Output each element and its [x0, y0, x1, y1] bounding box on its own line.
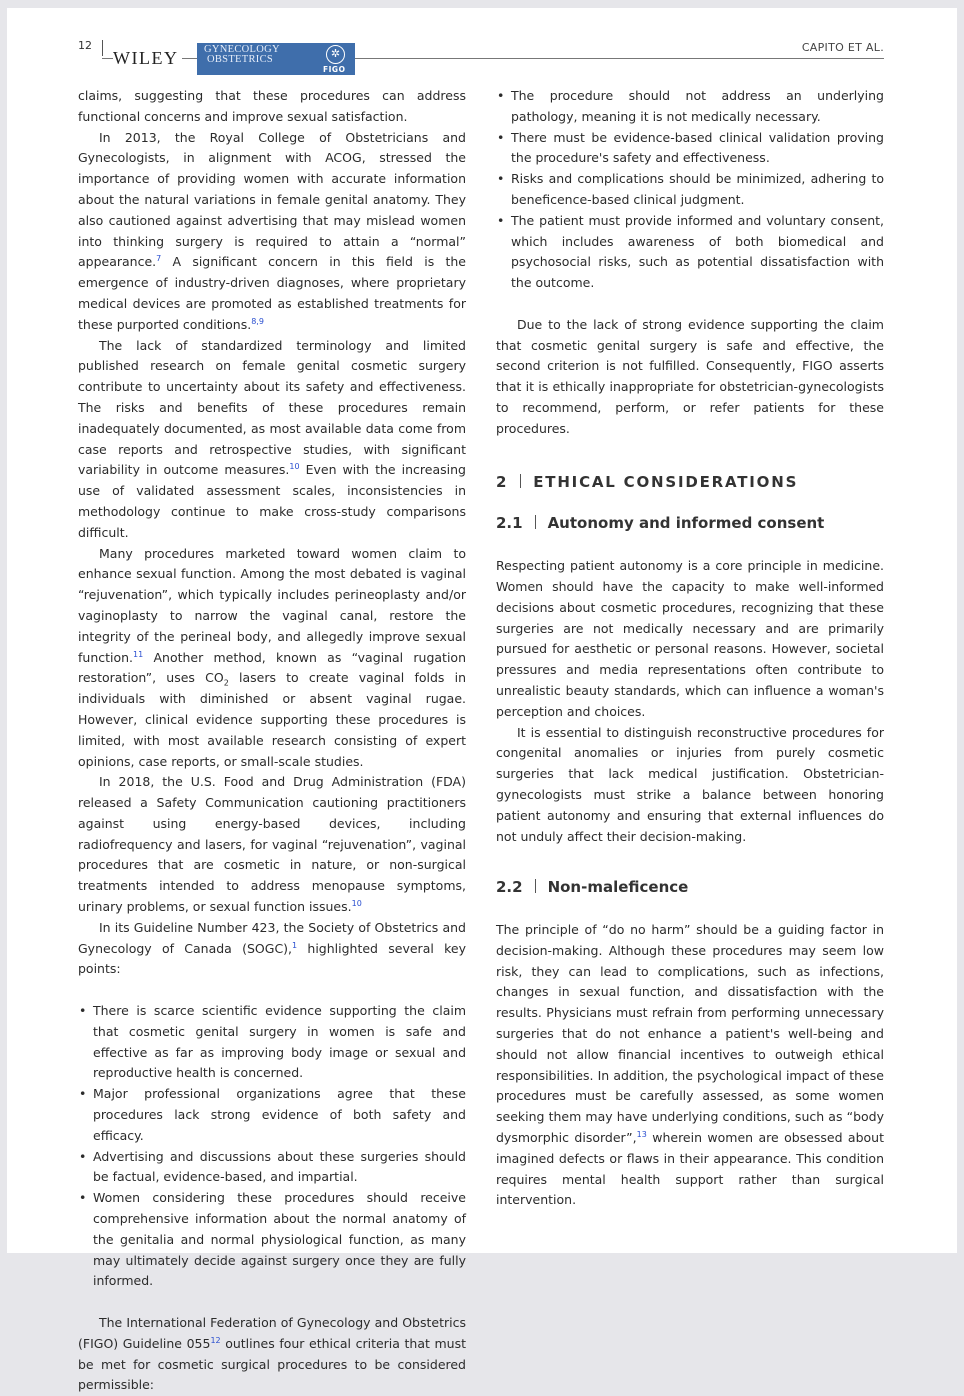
paragraph: Due to the lack of strong evidence supporting the claim that cosmetic genital surgery is safe and effective, the second criterion is not fulfilled. Consequently, FIGO asserts that it is ethically inappropriate for obstetrician-gynecologists to recommend, perform, or refer patients for these procedures. [496, 316, 884, 436]
right-column [496, 86, 884, 1211]
citation-link[interactable]: 10 [351, 898, 362, 908]
paragraph: The International Federation of Gynecology and Obstetrics (FIGO) Guideline $055^{12}$ outlines four ethical criteria that must be met for cosmetic surgical procedures to be considered permissible: [78, 1315, 466, 1393]
citation-link[interactable]: 10 [289, 462, 300, 472]
left-column [78, 86, 466, 1396]
paragraph: The lack of standardized terminology and limited published research on female genital cosmetic surgery contribute to uncertainty about its safety and effectiveness. The risks and benefits of these procedures remain inadequately documented, as most available data come from case reports and retrospective studies, with significant variability in outcome measures.$^{10}$ Even with the increasing use of validated assessment scales, inconsistencies in methodology continue to make cross-study comparisons difficult. [78, 337, 466, 540]
list-item: • There is scarce scientific evidence supporting the claim that cosmetic genital surgery in women is safe and effective as far as improving body image or sexual and reproductive health is concerned. [78, 1001, 466, 1084]
list-item: • There must be evidence-based clinical validation proving the procedure's safety and effectiveness. [496, 128, 884, 170]
paragraph: Many procedures marketed toward women claim to enhance sexual function. Among the most debated is vaginal “rejuvenation”, which typically includes perineoplasty and/or vaginoplasty to narrow the vaginal canal, restore the integrity of the perineal body, and allegedly improve sexual function.$^{11}$ Another method, known as “vaginal rugation restoration”, uses $CO_2$ lasers to create vaginal folds in individuals with diminished or absent vaginal rugae. However, clinical evidence supporting these procedures is limited, with most available research consisting of expert opinions, case reports, or small-scale studies. [78, 545, 466, 769]
subsection-heading: 2.2 Non-maleficence [496, 878, 689, 897]
list-item: • Major professional organizations agree that these procedures lack strong evidence of both safety and efficacy. [78, 1084, 466, 1146]
citation-link[interactable]: 7 [156, 254, 162, 264]
citation-link[interactable]: 12 [210, 1335, 221, 1345]
page-number: 12 [78, 39, 92, 52]
paragraph: In 2018, the U.S. Food and Drug Administration (FDA) released a Safety Communication cautioning practitioners against using energy-based devices, including radiofrequency and lasers, for vaginal “rejuvenation”, vaginal procedures that are cosmetic in nature, or non-surgical treatments intended to address menopause symptoms, urinary problems, or sexual function issues.$^{10}$ [78, 774, 466, 915]
sogc-key-points-list [78, 1001, 466, 1292]
list-item: • The procedure should not address an underlying pathology, meaning it is not medically necessary. [496, 86, 884, 128]
list-item: • Risks and complications should be minimized, adhering to beneficence-based clinical judgment. [496, 169, 884, 211]
citation-link[interactable]: 13 [636, 1129, 647, 1139]
publisher-logo: WILEY [113, 47, 182, 69]
citation-link[interactable]: 8,9 [251, 316, 264, 326]
journal-logo-text: GYNECOLOGY OBSTETRICS [204, 44, 280, 65]
subsection-heading: 2.1 Autonomy and informed consent [496, 514, 825, 533]
figo-label: FIGO [323, 65, 346, 74]
citation-link[interactable]: 1 [292, 940, 298, 950]
paragraph: In its Guideline Number 423, the Society of Obstetrics and Gynecology of Canada (SOGC),$^1$ highlighted several key points: [78, 919, 466, 977]
running-author: CAPITO ET AL. [801, 41, 884, 54]
figo-criteria-list [496, 86, 884, 294]
list-item: • Advertising and discussions about these surgeries should be factual, evidence-based, and impartial. [78, 1147, 466, 1189]
figo-emblem-icon: ✲ [326, 45, 345, 64]
citation-link[interactable]: 11 [133, 649, 144, 659]
page-header [7, 8, 957, 78]
journal-page [7, 8, 957, 1393]
paragraph: Respecting patient autonomy is a core principle in medicine. Women should have the capacity to make well-informed decisions about cosmetic procedures, recognizing that these surgeries are not medically necessary and are primarily pursued for aesthetic or personal reasons. However, societal pressures and media representations often contribute to unrealistic beauty standards, which can influence a woman's perception and choices. [496, 558, 884, 719]
section-heading: 2 ETHICAL CONSIDERATIONS [496, 472, 799, 491]
paragraph: claims, suggesting that these procedures can address functional concerns and improve sexual satisfaction. [78, 88, 466, 124]
journal-logo [197, 43, 355, 75]
paragraph: In 2013, the Royal College of Obstetricians and Gynecologists, in alignment with ACOG, stressed the importance of providing women with accurate information about the natural variations in female genital anatomy. They also cautioned against advertising that may mislead women into thinking surgery is required to attain a “normal” appearance.$^7$ A significant concern in this field is the emergence of industry-driven diagnoses, where proprietary medical devices are promoted as established treatments for these purported conditions.$^{8,9}$ [78, 129, 466, 332]
paragraph: It is essential to distinguish reconstructive procedures for congenital anomalies or injuries from purely cosmetic surgeries that lack medical justification. Obstetrician-gynecologists must strike a balance between honoring patient autonomy and ensuring that external influences do not unduly affect their decision-making. [496, 724, 884, 844]
list-item: • The patient must provide informed and voluntary consent, which includes awareness of both biomedical and psychosocial risks, such as potential dissatisfaction with the outcome. [496, 211, 884, 294]
header-divider [102, 40, 103, 56]
paragraph: The principle of “do no harm” should be a guiding factor in decision-making. Although these procedures may seem low risk, they can lead to complications, such as infections, changes in sexual function, and dissatisfaction with the results. Physicians must refrain from performing unnecessary surgeries that do not enhance a patient's well-being and should not allow financial incentives to outweigh ethical responsibilities. In addition, the psychological impact of these procedures must be carefully assessed, as some women seeking them may have underlying conditions, such as “body dysmorphic disorder”,$^{13}$ wherein women are obsessed about imagined defects or flaws in their appearance. This condition requires mental health support rather than surgical intervention. [496, 922, 884, 1208]
list-item: • Women considering these procedures should receive comprehensive information about the normal anatomy of the genitalia and normal physiological function, as many may ultimately decide against surgery once they are fully informed. [78, 1188, 466, 1292]
